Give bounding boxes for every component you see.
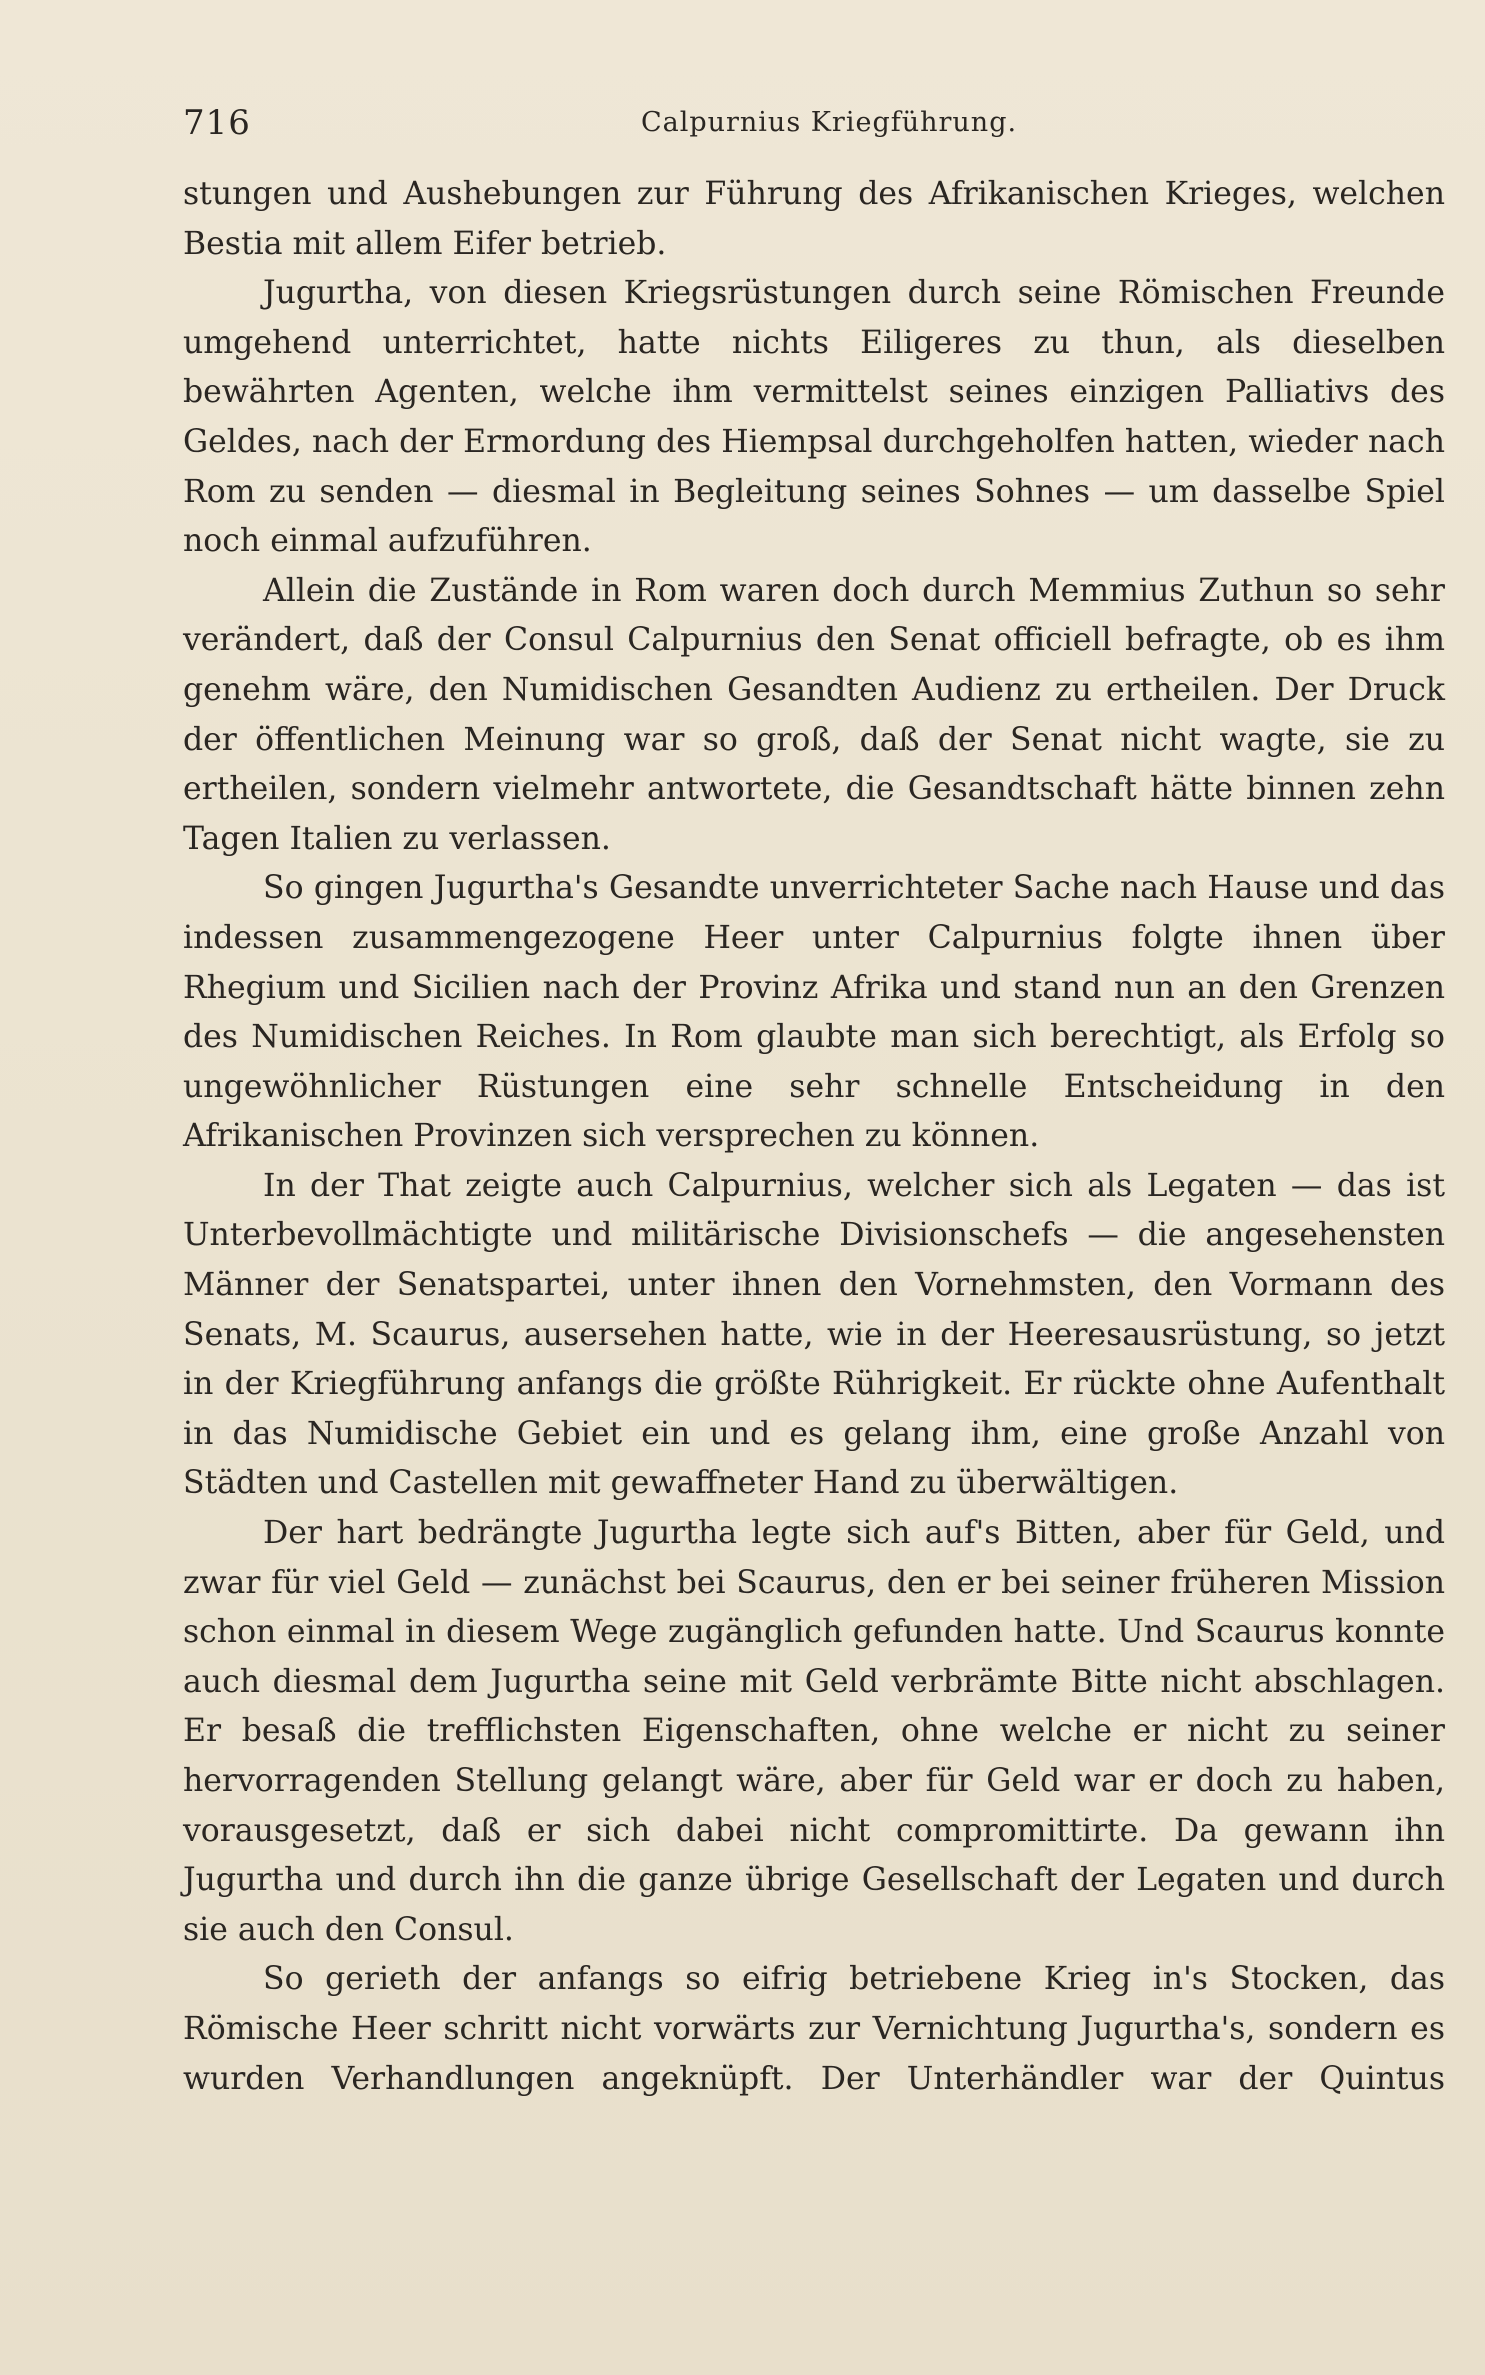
page-number: 716 bbox=[183, 103, 251, 143]
paragraph-calpurnius-campaign: In der That zeigte auch Calpurnius, welcher sich als Legaten — das ist Unterbevollmächtigte und militärische Divisionschefs — die angesehensten Männer der Senatspartei, unter ihnen den Vornehmsten, den Vormann des Senats, M. Scaurus, ausersehen hatte, wie in der Heeresausrüstung, so jetzt in der Kriegführung anfangs die größte Rührigkeit. Er rückte ohne Aufenthalt in das Numidische Gebiet ein und es gelang ihm, eine große Anzahl von Städten und Castellen mit gewaffneter Hand zu überwältigen. bbox=[183, 1167, 1445, 1502]
running-title: Calpurnius Kriegführung. bbox=[640, 107, 1018, 138]
paragraph-negotiations: So gerieth der anfangs so eifrig betriebene Krieg in's Stocken, das Römische Heer schritt nicht vorwärts zur Vernichtung Jugurtha's, sondern es wurden Verhandlungen angeknüpft. Der Unterhändler war der Quintus bbox=[183, 1961, 1445, 2097]
body-text bbox=[183, 170, 1445, 2104]
paragraph-army-in-africa: So gingen Jugurtha's Gesandte unverrichteter Sache nach Hause und das indessen zusammengezogene Heer unter Calpurnius folgte ihnen über Rhegium und Sicilien nach der Provinz Afrika und stand nun an den Grenzen des Numidischen Reiches. In Rom glaubte man sich berechtigt, als Erfolg so ungewöhnlicher Rüstungen eine sehr schnelle Entscheidung in den Afrikanischen Provinzen sich versprechen zu können. bbox=[183, 870, 1445, 1155]
paragraph-continuation: stungen und Aushebungen zur Führung des Afrikanischen Krieges, welchen Bestia mit allem Eifer betrieb. bbox=[183, 176, 1445, 262]
page-header bbox=[183, 98, 1445, 148]
paragraph-scaurus-bribery: Der hart bedrängte Jugurtha legte sich auf's Bitten, aber für Geld, und zwar für viel Geld — zunächst bei Scaurus, den er bei seiner früheren Mission schon einmal in diesem Wege zugänglich gefunden hatte. Und Scaurus konnte auch diesmal dem Jugurtha seine mit Geld verbrämte Bitte nicht abschlagen. Er besaß die trefflichsten Eigenschaften, ohne welche er nicht zu seiner hervorragenden Stellung gelangt wäre, aber für Geld war er doch zu haben, vorausgesetzt, daß er sich dabei nicht compromittirte. Da gewann ihn Jugurtha und durch ihn die ganze übrige Gesellschaft der Legaten und durch sie auch den Consul. bbox=[183, 1515, 1445, 1948]
paragraph-jugurtha-embassy: Jugurtha, von diesen Kriegsrüstungen durch seine Römischen Freunde umgehend unterrichtet, hatte nichts Eiligeres zu thun, als dieselben bewährten Agenten, welche ihm vermittelst seines einzigen Palliativs des Geldes, nach der Ermordung des Hiempsal durchgeholfen hatten, wieder nach Rom zu senden — diesmal in Begleitung seines Sohnes — um dasselbe Spiel noch einmal aufzuführen. bbox=[183, 275, 1445, 560]
paragraph-senate-refusal: Allein die Zustände in Rom waren doch durch Memmius Zuthun so sehr verändert, daß der Consul Calpurnius den Senat officiell befragte, ob es ihm genehm wäre, den Numidischen Gesandten Audienz zu ertheilen. Der Druck der öffentlichen Meinung war so groß, daß der Senat nicht wagte, sie zu ertheilen, sondern vielmehr antwortete, die Gesandtschaft hätte binnen zehn Tagen Italien zu verlassen. bbox=[183, 572, 1445, 857]
